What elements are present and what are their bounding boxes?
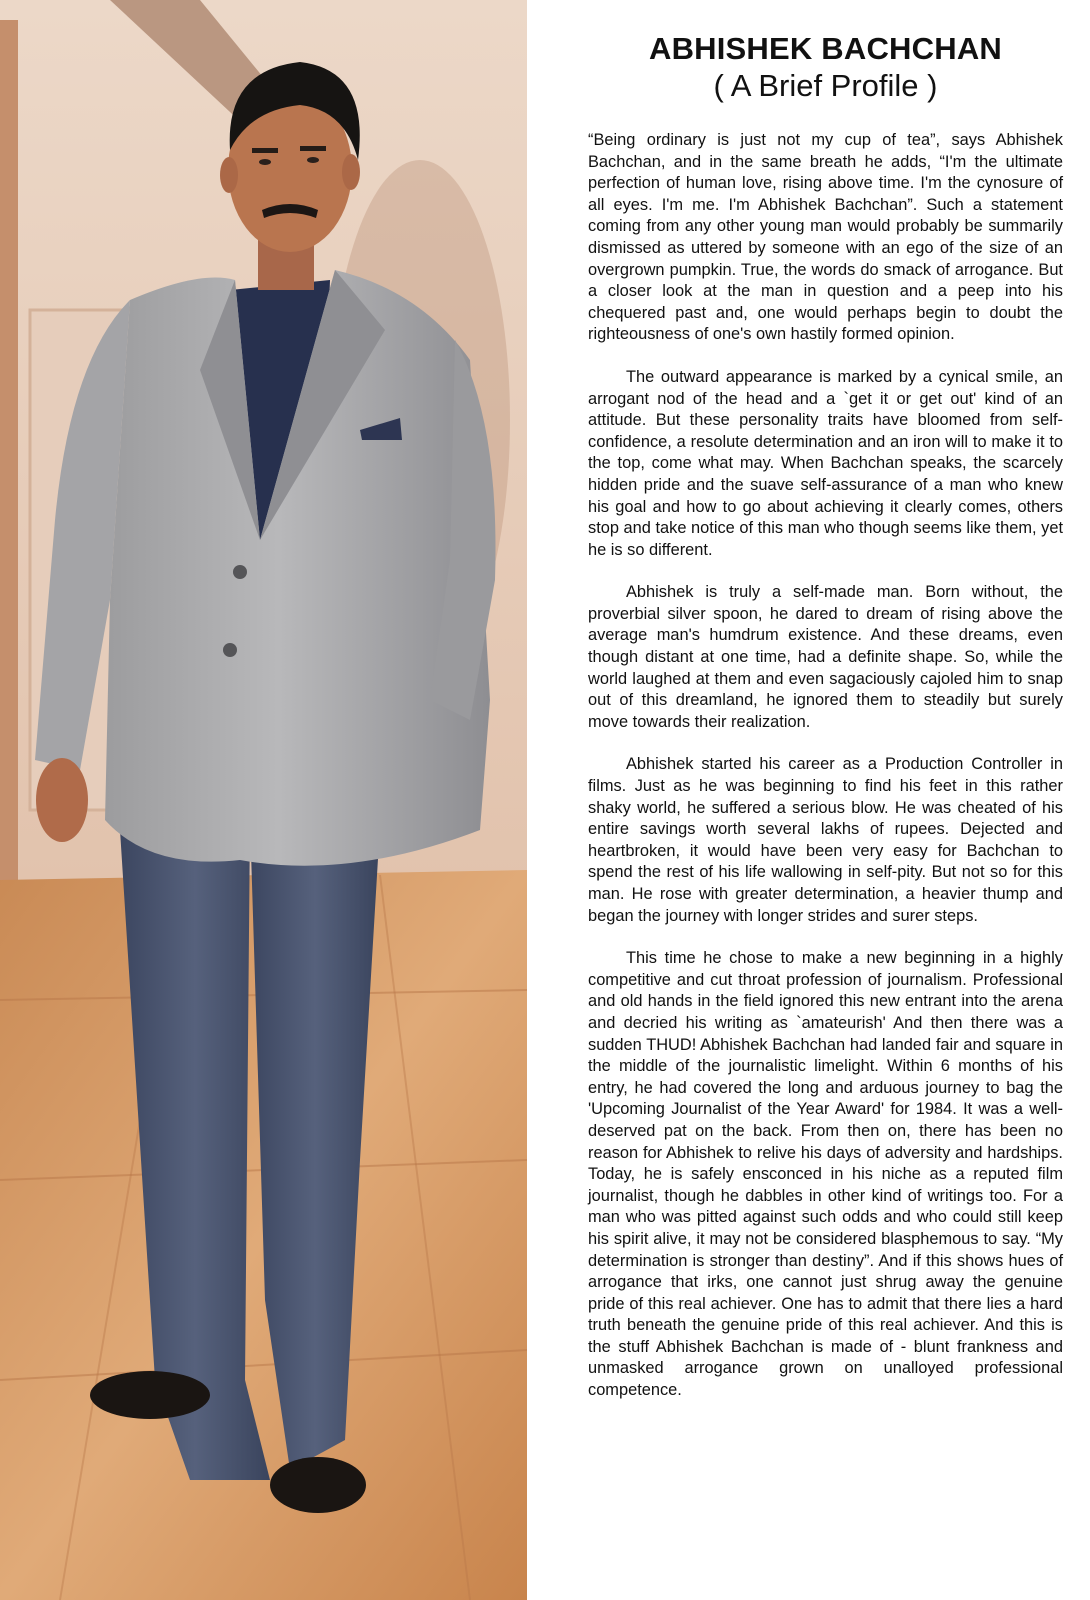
- left-shoe: [90, 1371, 210, 1419]
- jacket-button-bottom: [223, 643, 237, 657]
- paragraph-1: “Being ordinary is just not my cup of tea”, says Abhishek Bachchan, and in the same breath he adds, “I'm the ultimate perfection of human love, rising above time. I'm the cynosure of all eyes. I'm me. I'm Abhishek Bachchan”. Such a statement coming from any other young man would probably be summarily dismissed as uttered by someone with an ego of the size of an overgrown pumpkin. True, the words do smack of arrogance. But a closer look at the man in question and a peep into his chequered past and, one would perhaps begin to doubt the righteousness of one's own hastily formed opinion.: [588, 131, 1063, 344]
- right-shoe: [270, 1457, 366, 1513]
- paragraph-3: Abhishek is truly a self-made man. Born without, the proverbial silver spoon, he dared to dream of rising above the average man's humdrum existence. And these dreams, even though distant at one time, had a definite shape. So, while the world laughed at them and even sagaciously cajoled him to snap out of this dreamland, he ignored them to steadily but surely move towards their realization.: [588, 583, 1063, 731]
- left-hand: [36, 758, 88, 842]
- paragraph-4: Abhishek started his career as a Production Controller in films. Just as he was beginning to find his feet in this rather shaky world, he suffered a serious blow. He was cheated of his entire savings worth several lakhs of rupees. Dejected and heartbroken, it would have been very easy for Bachchan to spend the rest of his life wallowing in self-pity. But not so for this man. He rose with greater determination, a heavier thump and began the journey with longer strides and surer steps.: [588, 755, 1063, 925]
- jacket-button-top: [233, 565, 247, 579]
- profile-text-column: [588, 30, 1063, 1423]
- portrait-illustration: [0, 0, 527, 1600]
- portrait-photo: [0, 0, 527, 1600]
- paragraph-2: The outward appearance is marked by a cynical smile, an arrogant nod of the head and a `get it or get out' kind of an attitude. But these personality traits have bloomed from self-confidence, a resolute determination and an iron will to make it to the top, come what may. When Bachchan speaks, the scarcely hidden pride and the suave self-assurance of a man who knew his goal and how to go about achieving it clearly comes, others stop and take notice of this man who though seems like them, yet he is so different.: [588, 367, 1063, 559]
- door-frame: [0, 20, 18, 900]
- page-title: ABHISHEK BACHCHAN: [648, 31, 1002, 66]
- paragraph-5: This time he chose to make a new beginning in a highly competitive and cut throat profession of journalism. Professional and old hands in the field ignored this new entrant into the arena and decried his writing as `amateurish' And then there was a sudden THUD! Abhishek Bachchan had landed fair and square in the middle of the journalistic limelight. Within 6 months of his entry, he had covered the long and arduous journey to bag the 'Upcoming Journalist of the Year Award' for 1984. It was a well-deserved pat on the back. From then on, there has been no reason for Abhishek to relive his days of adversity and hardships. Today, he is safely ensconced in his niche as a reputed film journalist, though he dabbles in other kind of writings too. For a man who was pitted against such odds and who could still keep his spirit alive, it may not be considered blasphemous to say. “My determination is stronger than destiny”. And if this shows hues of arrogance that irks, one cannot just shrug away the genuine pride of this real achiever. One has to admit that there lies a hard truth beneath the genuine pride of this real achiever. And this is the stuff Abhishek Bachchan is made of - blunt frankness and unmasked arrogance grown on unalloyed professional competence.: [588, 949, 1063, 1400]
- page-subtitle: ( A Brief Profile ): [713, 68, 938, 103]
